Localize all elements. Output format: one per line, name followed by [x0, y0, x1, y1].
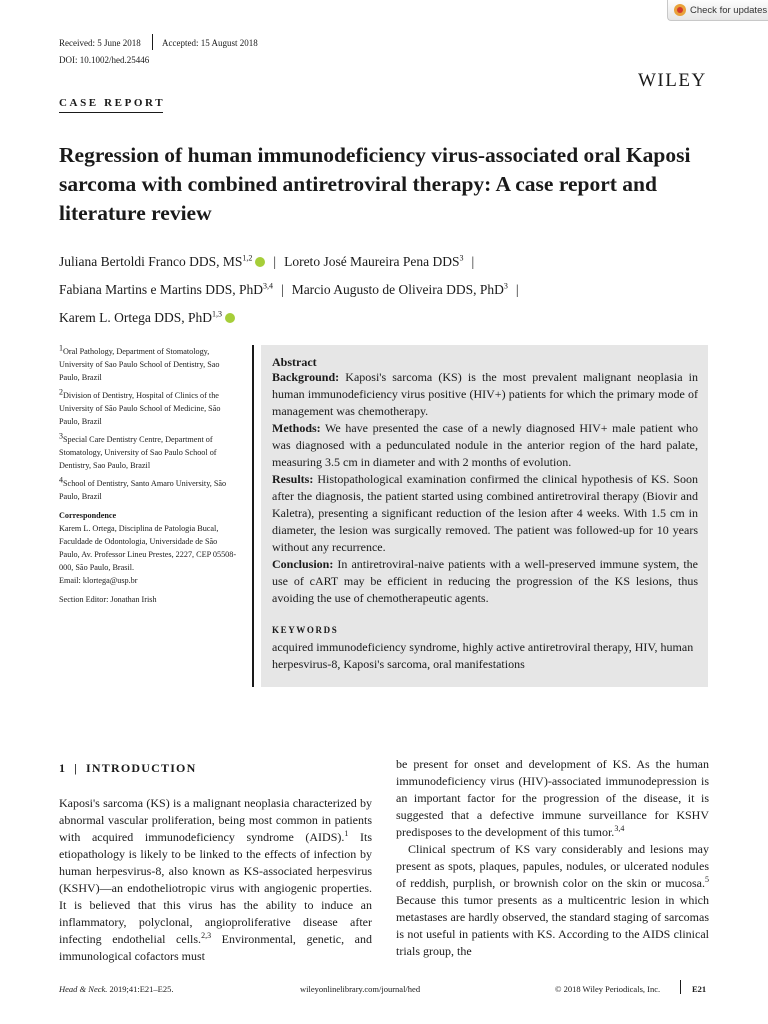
affiliation: $^4$School of Dentistry, Santo Amaro University, São Paulo, Brazil	[59, 475, 227, 501]
author-line-1: Juliana Bertoldi Franco DDS, MS$^{1,2}$iD | Loreto José Maureira Pena DDS$^3$ |	[59, 248, 699, 276]
check-for-updates-label: Check for updates	[690, 4, 768, 16]
body-column-right	[396, 756, 709, 960]
correspondence-text: Karem L. Ortega, Disciplina de Patologia Bucal, Faculdade de Odontologia, Universidade de São Paulo, Av. Professor Lineu Prestes, 2227, CEP 05508-000, São Paulo, Brasil.	[59, 524, 237, 572]
footer-url[interactable]: wileyonlinelibrary.com/journal/hed	[300, 984, 421, 994]
body-paragraph: be present for onset and development of KS. As the human immunodeficiency virus (HIV)-associated immunodepression is an important factor for the progression of the disease, it is suggested that a defective immune surveillance for KSHV predisposes to the development of this tumor.$^{3,4}$	[396, 757, 709, 839]
header-divider	[152, 34, 153, 50]
abstract-heading: Abstract	[272, 355, 317, 369]
section-heading: 1 | INTRODUCTION	[59, 761, 197, 775]
keywords-heading: KEYWORDS	[272, 625, 339, 635]
footer-copyright: © 2018 Wiley Periodicals, Inc.	[555, 984, 661, 994]
correspondence-email[interactable]: Email: klortega@usp.br	[59, 576, 138, 585]
author-name[interactable]: Marcio Augusto de Oliveira DDS, PhD	[291, 282, 504, 297]
author-name[interactable]: Juliana Bertoldi Franco DDS, MS	[59, 254, 243, 269]
affiliation: $^2$Division of Dentistry, Hospital of Clinics of the University of São Paulo School of Medicine, São Paulo, Brazil	[59, 387, 221, 426]
article-type-underline	[59, 112, 163, 113]
abstract-background: Background: Kaposi's sarcoma (KS) is the most prevalent malignant neoplasia in human immunodeficiency virus positive (HIV+) patients for which the primary mode of management was chemotherapy.	[272, 370, 698, 418]
accepted-date: Accepted: 15 August 2018	[162, 38, 258, 48]
publisher-logo: WILEY	[638, 70, 707, 91]
check-for-updates-button[interactable]	[667, 0, 768, 21]
body-paragraph: Kaposi's sarcoma (KS) is a malignant neoplasia characterized by abnormal vascular proliferation, being most common in patients with acquired immunodeficiency syndrome (AIDS).$^1$ Its etiopathology is likely to be linked to the effects of infection by human herpesvirus-8, also known as KS-associated herpesvirus (KSHV)—an endotheliotropic virus with angiogenic properties. It is believed that this virus has the ability to induce an inflammatory, polyclonal, angioproliferative disease after infecting endothelial cells.$^{2,3}$ Environmental, genetic, and immunological cofactors must	[59, 796, 373, 963]
author-line-3: Karem L. Ortega DDS, PhD$^{1,3}$iD	[59, 304, 699, 332]
footer-citation: Head & Neck. 2019;41:E21–E25.	[59, 984, 174, 994]
affiliations-column	[59, 345, 239, 611]
received-date: Received: 5 June 2018	[59, 38, 141, 48]
affiliation: $^3$Special Care Dentistry Centre, Department of Stomatology, University of Sao Paulo School of Dentistry, Sao Paulo, Brazil	[59, 431, 217, 470]
footer-divider	[680, 980, 681, 994]
abstract-box	[261, 345, 708, 687]
page-number: E21	[692, 984, 707, 994]
column-divider	[252, 345, 254, 687]
author-line-2: Fabiana Martins e Martins DDS, PhD$^{3,4}$ | Marcio Augusto de Oliveira DDS, PhD$^3$ |	[59, 281, 519, 297]
orcid-icon[interactable]	[225, 313, 235, 323]
keywords: acquired immunodeficiency syndrome, highly active antiretroviral therapy, HIV, human herpesvirus-8, Kaposi's sarcoma, oral manifestations	[272, 640, 694, 671]
orcid-icon[interactable]	[255, 257, 265, 267]
abstract-conclusion: Conclusion: In antiretroviral-naive patients with a well-preserved immune system, the use of cART may be efficient in reducing the progression of the KS lesions, thus avoiding the use of chemotherapeutic agents.	[272, 557, 698, 605]
article-type: CASE REPORT	[59, 97, 166, 109]
doi: DOI: 10.1002/hed.25446	[59, 55, 150, 65]
author-name[interactable]: Fabiana Martins e Martins DDS, PhD	[59, 282, 263, 297]
correspondence-heading: Correspondence	[59, 511, 117, 520]
article-title: Regression of human immunodeficiency virus-associated oral Kaposi sarcoma with combined antiretroviral therapy: A case report and literature review	[59, 143, 691, 225]
abstract-results: Results: Histopathological examination confirmed the clinical hypothesis of KS. Soon after the diagnosis, the patient started using combined antiretroviral therapy (Biovir and Kaletra), presenting a significant reduction of the lesion after 4 weeks. With 1.5 cm in diameter, the lesion was surgically removed. The patient was followed-up for 10 years without any recurrence.	[272, 472, 698, 554]
author-name[interactable]: Loreto José Maureira Pena DDS	[284, 254, 460, 269]
body-column-left	[59, 760, 372, 965]
crossmark-icon	[674, 4, 686, 16]
affiliation: $^1$Oral Pathology, Department of Stomatology, University of Sao Paulo School of Dentistry, Sao Paulo, Brazil	[59, 343, 220, 382]
author-list	[59, 248, 699, 332]
body-paragraph: Clinical spectrum of KS vary considerably and lesions may present as spots, plaques, papules, nodules, or ulcerated nodules of reddish, purplish, or brownish color on the skin or mucosa.$^5$ Because this tumor presents as a multicentric lesion in which metastases are hardly observed, the standard staging of sarcomas is not useful in patients with KS. According to the AIDS clinical trials group, the	[396, 842, 709, 958]
section-editor: Section Editor: Jonathan Irish	[59, 595, 157, 604]
abstract-methods: Methods: We have presented the case of a newly diagnosed HIV+ male patient who was diagnosed with a pedunculated nodule in the anterior region of the hard palate, measuring 3.5 cm in diameter and with 2 months of evolution.	[272, 421, 698, 469]
author-name[interactable]: Karem L. Ortega DDS, PhD	[59, 310, 212, 325]
